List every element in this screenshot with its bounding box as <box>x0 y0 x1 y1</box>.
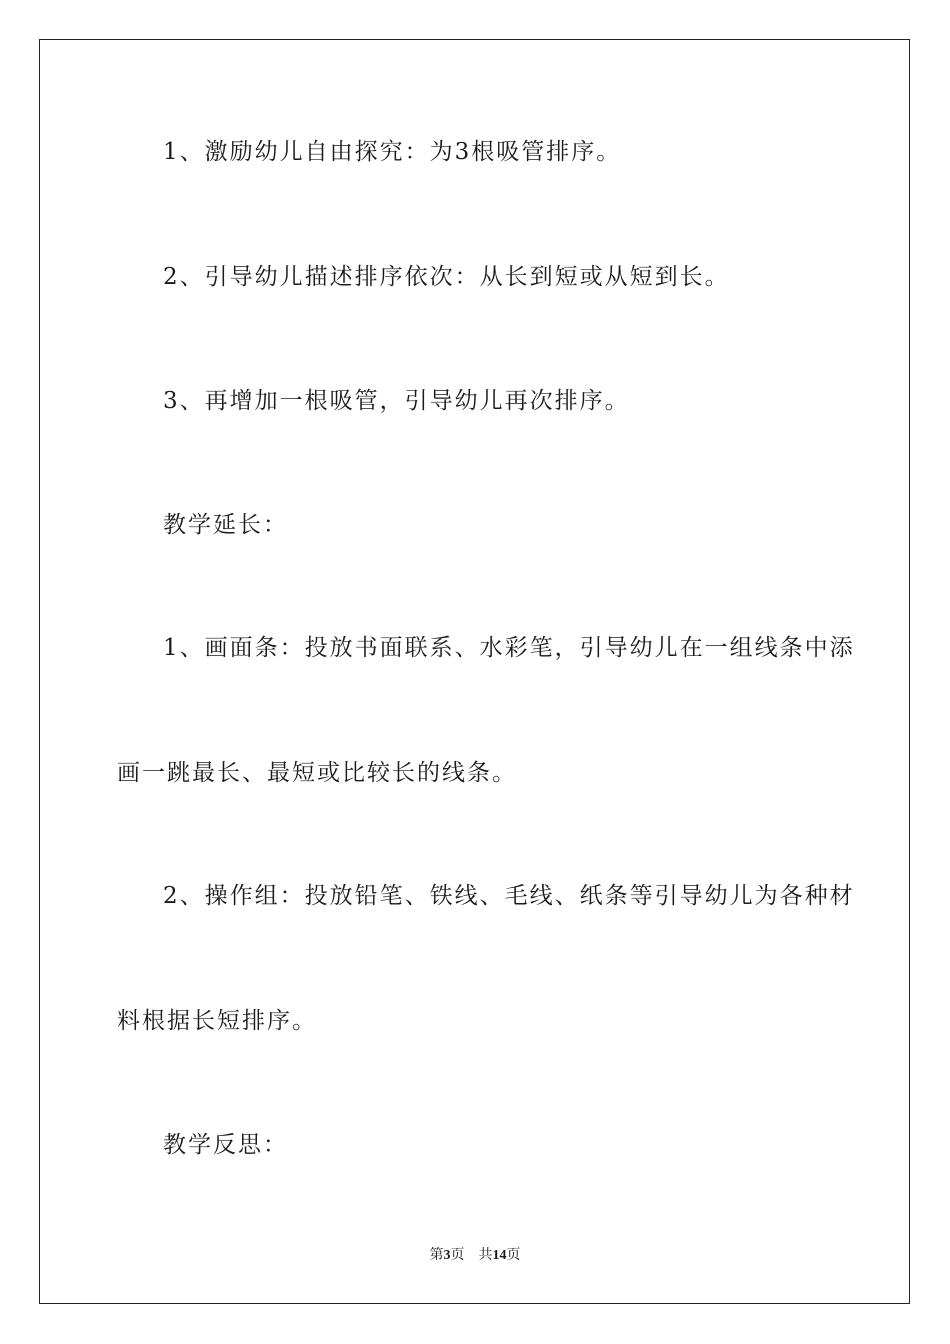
paragraph-line: 3、再增加一根吸管，引导幼儿再次排序。 <box>163 388 630 414</box>
paragraph-line: 1、激励幼儿自由探究：为3根吸管排序。 <box>163 139 622 165</box>
paragraph-line: 料根据长短排序。 <box>117 1008 317 1034</box>
paragraph-line: 画一跳最长、最短或比较长的线条。 <box>117 760 517 786</box>
section-heading: 教学延长： <box>163 512 288 538</box>
paragraph-line: 2、引导幼儿描述排序依次：从长到短或从短到长。 <box>163 264 730 290</box>
current-page-number: 3 <box>443 1248 451 1263</box>
section-heading: 教学反思： <box>163 1132 288 1158</box>
paragraph-line: 1、画面条：投放书面联系、水彩笔，引导幼儿在一组线条中添 <box>163 635 855 661</box>
page-footer <box>0 1246 950 1266</box>
total-suffix: 页 <box>506 1248 521 1263</box>
page-suffix: 页 <box>450 1248 465 1263</box>
page-border <box>39 39 910 1304</box>
page-prefix: 第 <box>429 1248 444 1263</box>
total-prefix: 共 <box>478 1248 493 1263</box>
total-page-count: 14 <box>492 1248 507 1263</box>
paragraph-line: 2、操作组：投放铅笔、铁线、毛线、纸条等引导幼儿为各种材 <box>163 883 855 909</box>
